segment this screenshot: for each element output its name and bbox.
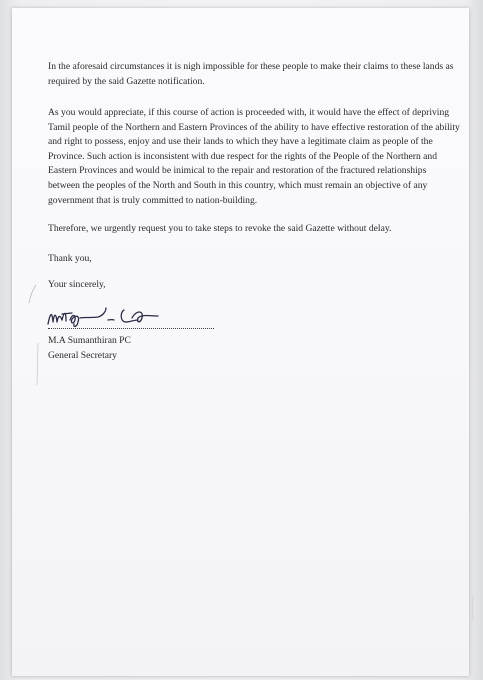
sign-off: Your sincerely, — [48, 279, 106, 290]
signatory-name: M.A Sumanthiran PC — [48, 335, 131, 346]
paragraph-circumstances: In the aforesaid circumstances it is nigh impossible for these people to make their claims to these lands as required by the said Gazette notification. — [48, 61, 454, 87]
paragraph-request: Therefore, we urgently request you to take steps to revoke the said Gazette without delay. — [48, 223, 392, 234]
closing-thanks: Thank you, — [48, 253, 92, 264]
edge-scan-mark — [467, 593, 477, 623]
signature-line — [48, 328, 214, 329]
letter-page — [12, 8, 469, 676]
signatory-title: General Secretary — [48, 350, 117, 361]
paragraph-consequences: As you would appreciate, if this course of action is proceeded with, it would have the effect of depriving Tamil people of the Northern and Eastern Provinces of the ability to have effective restoration of the ability and right to possess, enjoy and use their lands to which they have a legitimate claim as people of the Province. Such action is inconsistent with due respect for the rights of the People of the Northern and Eastern Provinces and would be inimical to the repair and restoration of the fractured relationships between the peoples of the North and South in this country, which must remain an objective of any government that is truly committed to nation-building. — [48, 107, 460, 206]
